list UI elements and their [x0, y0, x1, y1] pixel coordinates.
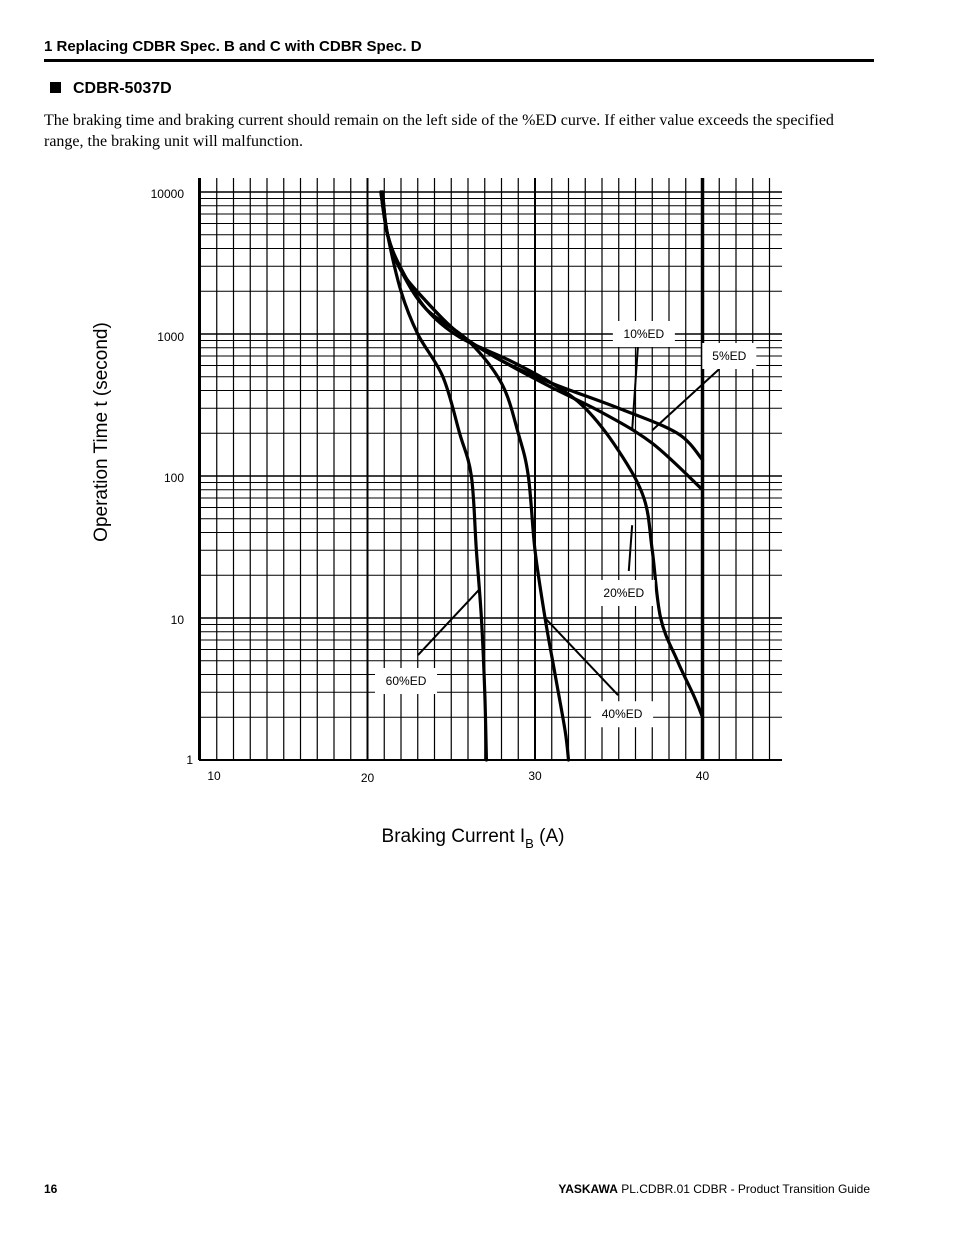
x-tick-label: 40 [695, 769, 710, 783]
y-tick-label: 100 [163, 471, 184, 485]
annotation-label: 60%ED [385, 674, 427, 689]
annotation-label: 5%ED [712, 348, 747, 363]
chart-grid [199, 178, 782, 760]
curve-20pct-ed [381, 192, 703, 717]
x-tick-label: 20 [360, 771, 375, 785]
footer-brand: YASKAWA [558, 1182, 618, 1196]
y-tick-label: 1 [186, 753, 193, 767]
x-tick-label: 10 [207, 769, 221, 783]
intro-paragraph: The braking time and braking current should remain on the left side of the %ED curve. If either value exceeds the specified range, the braking unit will malfunction. [44, 112, 834, 150]
y-tick-label: 1000 [157, 330, 184, 344]
y-tick-label: 10000 [150, 187, 184, 201]
x-axis-title: Braking Current $I_B$ (A) [381, 826, 565, 851]
annotation-label: 10%ED [623, 327, 665, 341]
annotation-label: 20%ED [603, 585, 645, 600]
annotation-leader [418, 589, 480, 655]
x-tick-label: 30 [528, 769, 542, 783]
footer-doc [558, 1182, 870, 1196]
running-title: 1 Replacing CDBR Spec. B and C with CDBR Spec. D [44, 38, 422, 55]
section-title: CDBR-5037D [73, 80, 172, 97]
annotation-label: 40%ED [601, 707, 643, 722]
footer-doc-title: PL.CDBR.01 CDBR - Product Transition Guide [621, 1182, 870, 1196]
y-tick-label: 10 [170, 613, 184, 627]
page-number: 16 [44, 1182, 58, 1196]
chart-annotations [375, 321, 756, 727]
y-axis-title: Operation Time t (second) [91, 322, 112, 542]
